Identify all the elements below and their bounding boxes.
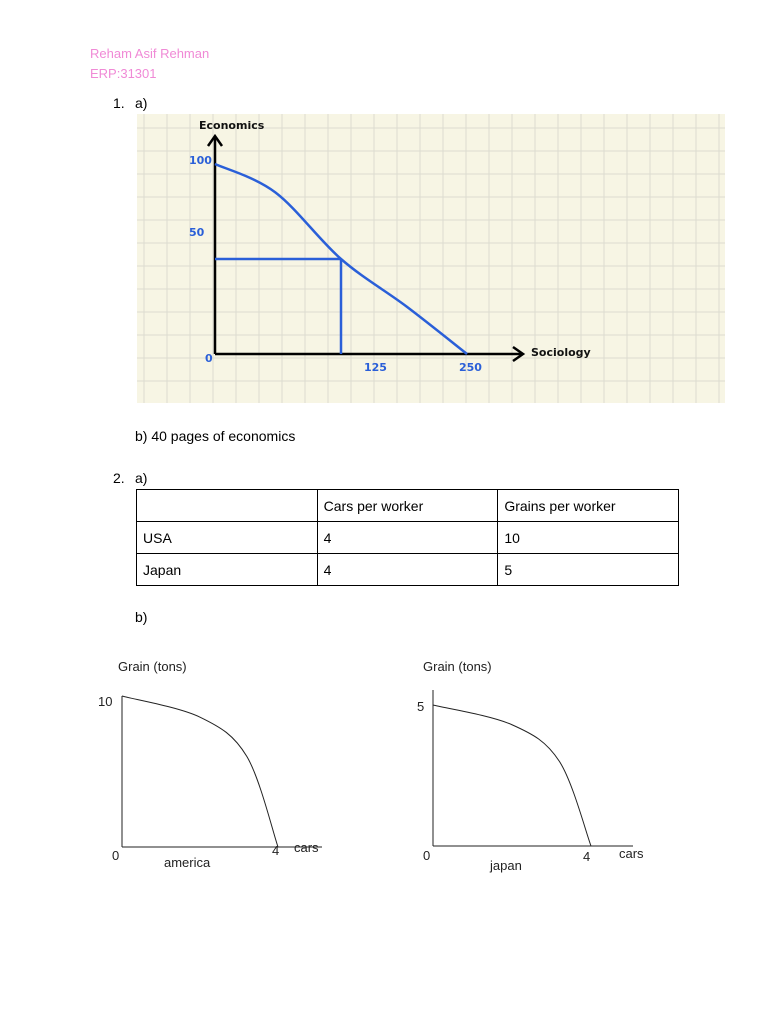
x-axis-label: Sociology — [531, 346, 591, 359]
table-cell: Japan — [137, 554, 318, 586]
table-header-row — [137, 490, 679, 522]
ppf-curve — [122, 696, 278, 847]
x-axis-label: cars — [294, 840, 319, 855]
y-axis-label: Grain (tons) — [423, 659, 492, 674]
answer-1b: b) 40 pages of economics — [135, 428, 296, 444]
y-tick-label: 100 — [189, 154, 212, 167]
author-name: Reham Asif Rehman — [90, 46, 210, 61]
table-cell: USA — [137, 522, 318, 554]
table-cell: 10 — [498, 522, 679, 554]
table-row — [137, 522, 679, 554]
erp-number: ERP:31301 — [90, 66, 157, 81]
x-tick-label: 4 — [583, 849, 591, 864]
y-tick-label: 5 — [417, 699, 425, 714]
table-cell: 5 — [498, 554, 679, 586]
question-1a-label: a) — [135, 95, 148, 111]
y-tick-label: 10 — [98, 694, 113, 709]
ppf-plot-area — [122, 696, 278, 847]
origin-label: 0 — [112, 848, 120, 863]
question-2a-label: a) — [135, 470, 148, 486]
productivity-table — [136, 489, 679, 586]
x-tick-label: 250 — [459, 361, 482, 374]
question-1-number: 1. — [113, 95, 125, 111]
ppf-chart-japan — [400, 650, 660, 880]
question-2b-label: b) — [135, 609, 148, 625]
x-axis-label: cars — [619, 846, 644, 861]
table-header-cell — [137, 490, 318, 522]
table-header-cell: Grains per worker — [498, 490, 679, 522]
origin-label: 0 — [423, 848, 431, 863]
ppf-chart-america — [90, 650, 340, 880]
table-cell: 4 — [317, 554, 498, 586]
question-2-number: 2. — [113, 470, 125, 486]
chart-caption: america — [164, 855, 211, 870]
table-row — [137, 554, 679, 586]
x-tick-label: 125 — [364, 361, 387, 374]
ppf-chart-economics-sociology — [137, 114, 725, 403]
y-axis-label: Economics — [199, 119, 265, 132]
ppf-plot-area — [433, 705, 591, 846]
table-cell: 4 — [317, 522, 498, 554]
table-header-cell: Cars per worker — [317, 490, 498, 522]
x-tick-label: 4 — [272, 843, 280, 858]
y-axis-label: Grain (tons) — [118, 659, 187, 674]
origin-label: 0 — [205, 352, 213, 365]
y-tick-label: 50 — [189, 226, 205, 239]
chart-caption: japan — [490, 858, 522, 873]
ppf-curve — [433, 705, 591, 846]
